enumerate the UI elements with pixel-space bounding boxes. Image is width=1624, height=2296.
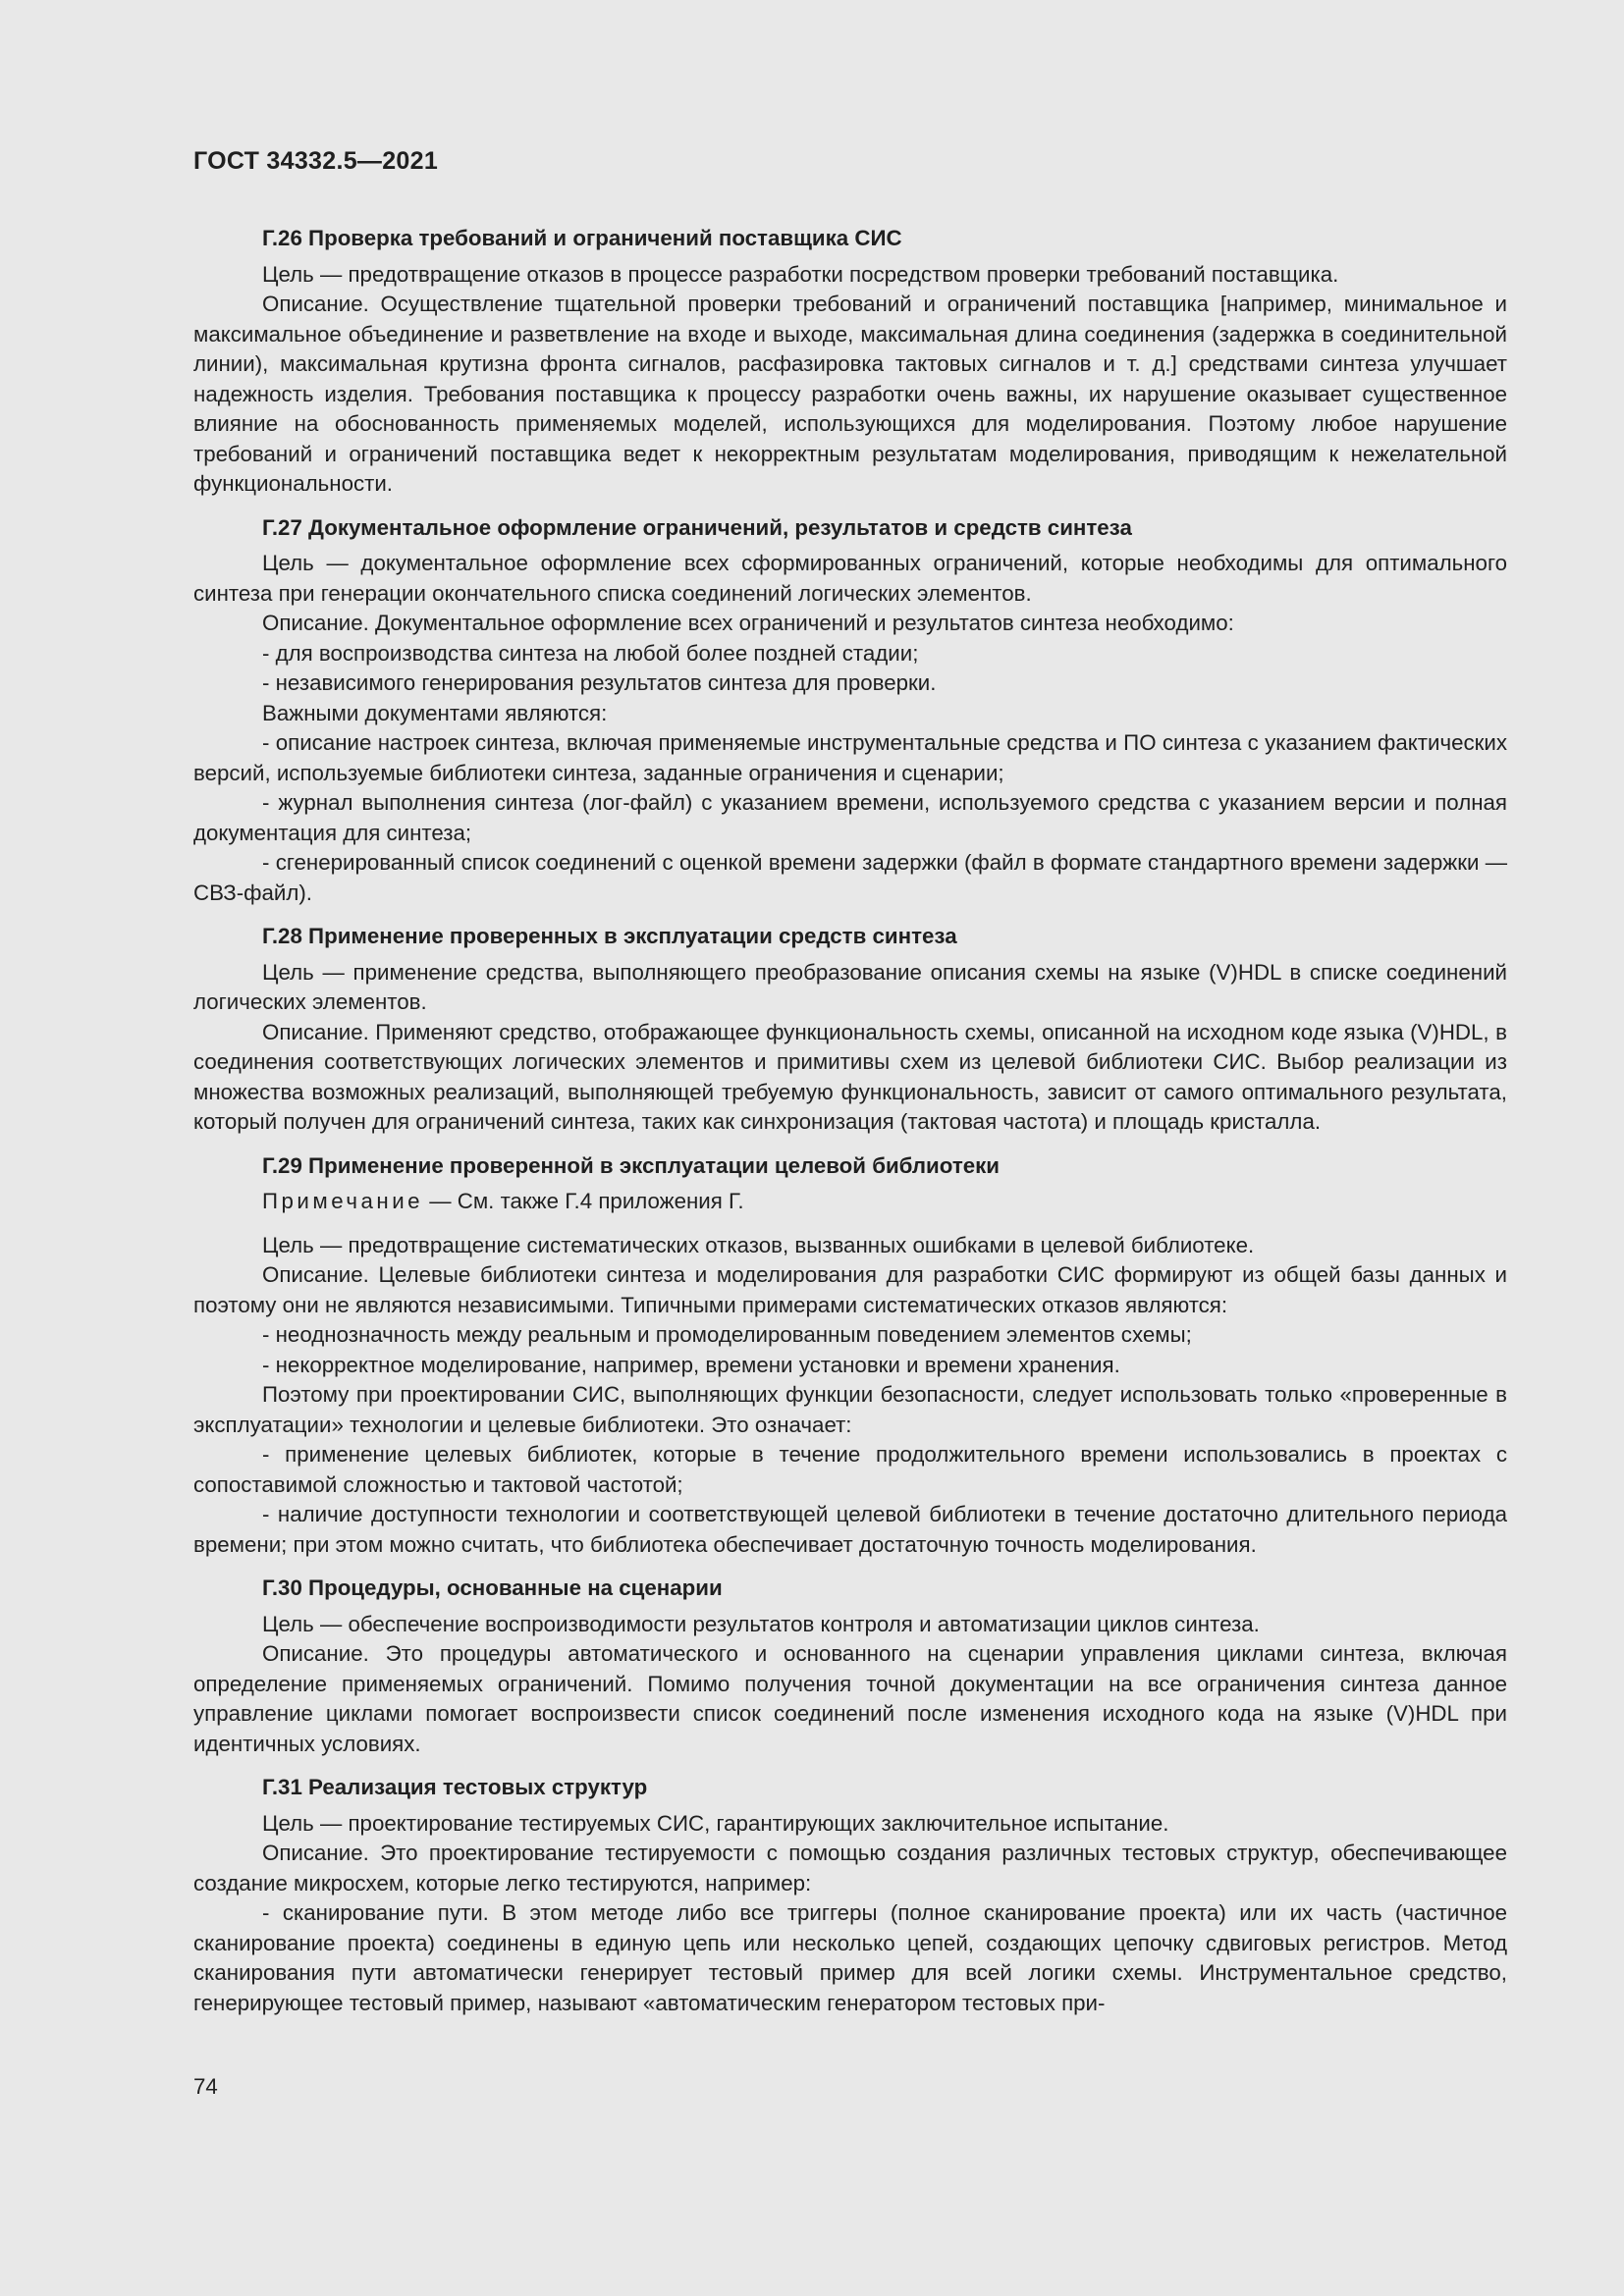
paragraph: Цель — обеспечение воспроизводимости результатов контроля и автоматизации циклов синтеза. [262, 1611, 1260, 1636]
paragraph: Описание. Это проектирование тестируемости с помощью создания различных тестовых структур, обеспечивающее создание микросхем, которые легко тестируются, например: [193, 1841, 1507, 1896]
list-item: - наличие доступности технологии и соответствующей целевой библиотеки в течение достаточно длительного периода времени; при этом можно считать, что библиотека обеспечивает достаточную точность моделирования. [193, 1502, 1507, 1557]
document-standard-header: ГОСТ 34332.5—2021 [193, 147, 439, 175]
list-item: - независимого генерирования результатов синтеза для проверки. [262, 670, 937, 695]
list-item: - журнал выполнения синтеза (лог-файл) с указанием времени, используемого средства с указанием версии и полная документация для синтеза; [193, 790, 1507, 845]
section-g31 [193, 1773, 1507, 2018]
section-title: Г.30 Процедуры, основанные на сценарии [262, 1575, 723, 1600]
paragraph: Описание. Осуществление тщательной проверки требований и ограничений поставщика [например, минимальное и максимальное объединение и разветвление на входе и выходе, максимальная длина соединения (задержка в соединительной линии), максимальная крутизна фронта сигналов, расфазировка тактовых сигналов и т. д.] средствами синтеза улучшает надежность изделия. Требования поставщика к процессу разработки очень важны, их нарушение оказывает существенное влияние на обоснованность применяемых моделей, использующихся для моделирования. Поэтому любое нарушение требований и ограничений поставщика ведет к некорректным результатам моделирования, приводящим к нежелательной функциональности. [193, 292, 1507, 496]
paragraph: Поэтому при проектировании СИС, выполняющих функции безопасности, следует использовать только «проверенные в эксплуатации» технологии и целевые библиотеки. Это означает: [193, 1382, 1507, 1437]
note-text: — См. также Г.4 приложения Г. [423, 1189, 744, 1213]
paragraph: Описание. Целевые библиотеки синтеза и моделирования для разработки СИС формируют из общей базы данных и поэтому они не являются независимыми. Типичными примерами систематических отказов являются: [193, 1262, 1507, 1317]
paragraph: Цель — предотвращение отказов в процессе разработки посредством проверки требований поставщика. [262, 261, 1339, 287]
paragraph: Описание. Применяют средство, отображающее функциональность схемы, описанной на исходном коде языка (V)HDL, в соединения соответствующих логических элементов и примитивы схем из целевой библиотеки СИС. Выбор реализации из множества возможных реализаций, выполняющей требуемую функциональность, зависит от самого оптимального результата, который получен для ограничений синтеза, таких как синхронизация (тактовая частота) и площадь кристалла. [193, 1019, 1507, 1134]
document-body [193, 224, 1507, 2032]
paragraph: Важными документами являются: [262, 700, 608, 725]
list-item: - неоднозначность между реальным и промоделированным поведением элементов схемы; [262, 1322, 1192, 1347]
paragraph: Цель — применение средства, выполняющего преобразование описания схемы на языке (V)HDL в списке соединений логических элементов. [193, 959, 1507, 1014]
page-number: 74 [193, 2074, 218, 2099]
list-item: - некорректное моделирование, например, времени установки и времени хранения. [262, 1352, 1120, 1377]
section-g30 [193, 1574, 1507, 1759]
paragraph: Цель — проектирование тестируемых СИС, гарантирующих заключительное испытание. [262, 1810, 1169, 1836]
section-g29 [193, 1151, 1507, 1561]
paragraph: Описание. Документальное оформление всех ограничений и результатов синтеза необходимо: [262, 611, 1234, 635]
section-g28 [193, 922, 1507, 1138]
section-title: Г.27 Документальное оформление ограничений, результатов и средств синтеза [262, 514, 1132, 540]
section-title: Г.31 Реализация тестовых структур [262, 1775, 648, 1799]
list-item: - описание настроек синтеза, включая применяемые инструментальные средства и ПО синтеза с указанием фактических версий, используемые библиотеки синтеза, заданные ограничения и сценарии; [193, 730, 1507, 785]
list-item: - сгенерированный список соединений с оценкой времени задержки (файл в формате стандартного времени задержки — СВЗ-файл). [193, 850, 1507, 905]
section-title: Г.26 Проверка требований и ограничений поставщика СИС [262, 226, 902, 250]
paragraph: Цель — документальное оформление всех сформированных ограничений, которые необходимы для оптимального синтеза при генерации окончательного списка соединений логических элементов. [193, 551, 1507, 606]
note [193, 1187, 1507, 1217]
paragraph: Описание. Это процедуры автоматического и основанного на сценарии управления циклами синтеза, включая определение применяемых ограничений. Помимо получения точной документации на все ограничения синтеза данное управление циклами помогает воспроизвести список соединений после изменения исходного кода на языке (V)HDL при идентичных условиях. [193, 1641, 1507, 1756]
section-title: Г.29 Применение проверенной в эксплуатации целевой библиотеки [262, 1152, 1001, 1178]
section-title: Г.28 Применение проверенных в эксплуатации средств синтеза [262, 924, 957, 948]
list-item: - для воспроизводства синтеза на любой более поздней стадии; [262, 640, 919, 666]
list-item: - применение целевых библиотек, которые в течение продолжительного времени использовались в проектах с сопоставимой сложностью и тактовой частотой; [193, 1442, 1507, 1497]
paragraph: Цель — предотвращение систематических отказов, вызванных ошибками в целевой библиотеке. [262, 1232, 1255, 1257]
section-g26 [193, 224, 1507, 500]
note-label: Примечание [262, 1189, 424, 1213]
section-g27 [193, 513, 1507, 909]
list-item: - сканирование пути. В этом методе либо все триггеры (полное сканирование проекта) или их часть (частичное сканирование проекта) соединены в единую цепь или несколько цепей, создающих цепочку сдвиговых регистров. Метод сканирования пути автоматически генерирует тестовый пример для всей логики схемы. Инструментальное средство, генерирующее тестовый пример, называют «автоматическим генератором тестовых при- [193, 1900, 1507, 2015]
